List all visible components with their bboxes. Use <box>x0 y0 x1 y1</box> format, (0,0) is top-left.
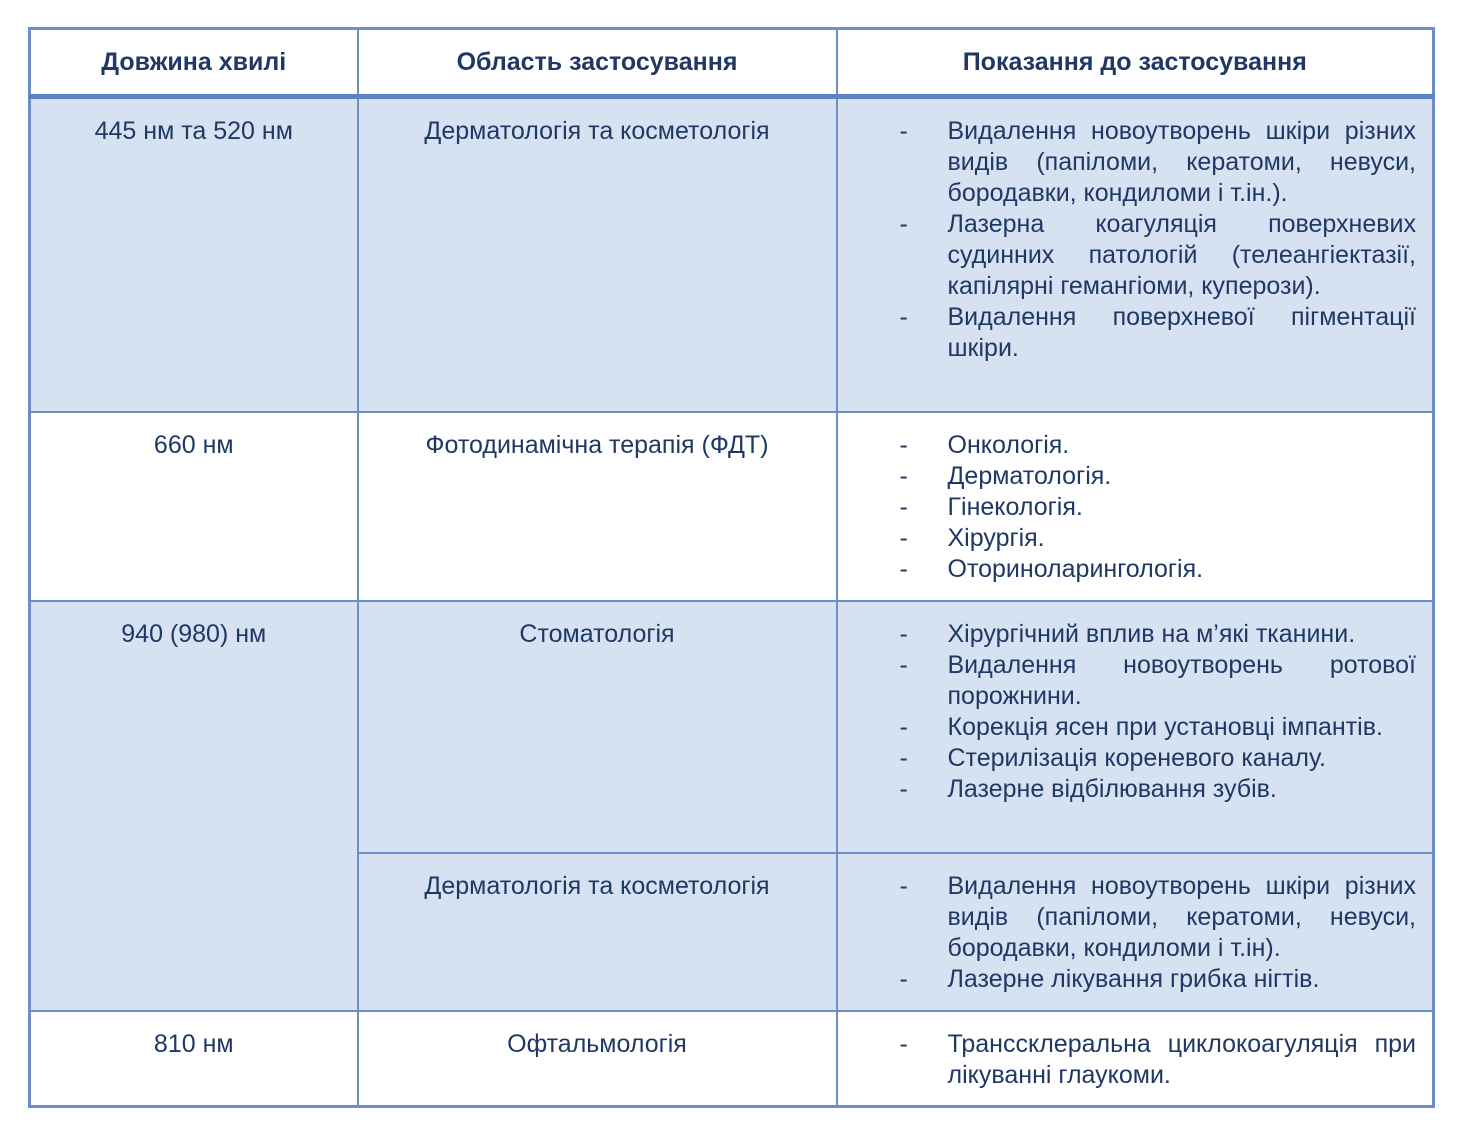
area-cell: Дерматологія та косметологія <box>358 853 837 1011</box>
list-item: - Онкологія. <box>899 430 1070 459</box>
indications-cell <box>837 97 1434 412</box>
table-row <box>30 412 1434 601</box>
dash-marker: - <box>899 774 908 803</box>
indications-cell <box>837 601 1434 853</box>
indications-list <box>900 871 1417 995</box>
dash-marker: - <box>899 871 908 900</box>
list-item: - Видалення новоутворень шкіри різних видів (папіломи, кератоми, невуси, бородавки, кондиломи і т.ін). <box>899 871 1416 962</box>
indications-list <box>900 619 1417 805</box>
dash-marker: - <box>899 430 908 459</box>
area-cell: Офтальмологія <box>358 1011 837 1107</box>
list-item: - Видалення новоутворень ротової порожнини. <box>899 650 1416 710</box>
indications-list <box>900 116 1417 364</box>
dash-marker: - <box>899 492 908 521</box>
area-cell: Фотодинамічна терапія (ФДТ) <box>358 412 837 601</box>
list-item: - Хірургічний вплив на м’які тканини. <box>899 619 1356 648</box>
table-row <box>30 1011 1434 1107</box>
list-item: - Корекція ясен при установці імпантів. <box>899 712 1383 741</box>
list-item: - Трансcклеральна циклокоагуляція при лікуванні глаукоми. <box>899 1029 1416 1089</box>
list-item: - Лазерне лікування грибка нігтів. <box>899 964 1320 993</box>
table-row <box>30 97 1434 412</box>
table-row <box>30 601 1434 853</box>
area-cell: Дерматологія та косметологія <box>358 97 837 412</box>
dash-marker: - <box>899 964 908 993</box>
wavelength-cell: 445 нм та 520 нм <box>30 97 358 412</box>
table-header-row <box>30 29 1434 97</box>
dash-marker: - <box>899 650 908 679</box>
dash-marker: - <box>899 619 908 648</box>
list-item: - Лазерне відбілювання зубів. <box>899 774 1277 803</box>
list-item: - Хірургія. <box>899 523 1045 552</box>
dash-marker: - <box>899 303 908 331</box>
list-item: - Гінекологія. <box>899 492 1083 521</box>
list-item: - Стерилізація кореневого каналу. <box>899 743 1326 772</box>
list-item: - Дерматологія. <box>899 461 1112 490</box>
list-item: - Видалення новоутворень шкіри різних видів (папіломи, кератоми, невуси, бородавки, кондиломи і т.ін.). <box>899 117 1416 207</box>
dash-marker: - <box>899 117 908 145</box>
area-cell: Стоматологія <box>358 601 837 853</box>
indications-cell <box>837 1011 1434 1107</box>
list-item: - Лазерна коагуляція поверхневих судинних патологій (телеангіектазії, капілярні гемангіоми, куперози). <box>899 210 1416 300</box>
dash-marker: - <box>899 712 908 741</box>
header-indications: Показання до застосування <box>837 29 1434 97</box>
wavelength-cell: 810 нм <box>30 1011 358 1107</box>
dash-marker: - <box>899 523 908 552</box>
dash-marker: - <box>899 461 908 490</box>
list-item: - Оториноларингологія. <box>899 554 1204 583</box>
dash-marker: - <box>899 554 908 583</box>
wavelength-cell: 660 нм <box>30 412 358 601</box>
wavelength-cell: 940 (980) нм <box>30 601 358 1011</box>
dash-marker: - <box>899 743 908 772</box>
laser-applications-table <box>28 27 1435 1108</box>
dash-marker: - <box>899 1029 908 1058</box>
dash-marker: - <box>899 210 908 238</box>
header-area: Область застосування <box>358 29 837 97</box>
list-item: - Видалення поверхневої пігментації шкіри. <box>899 303 1416 362</box>
indications-list <box>900 430 1417 585</box>
header-wavelength: Довжина хвилі <box>30 29 358 97</box>
indications-list <box>900 1029 1417 1091</box>
indications-cell <box>837 412 1434 601</box>
indications-cell <box>837 853 1434 1011</box>
